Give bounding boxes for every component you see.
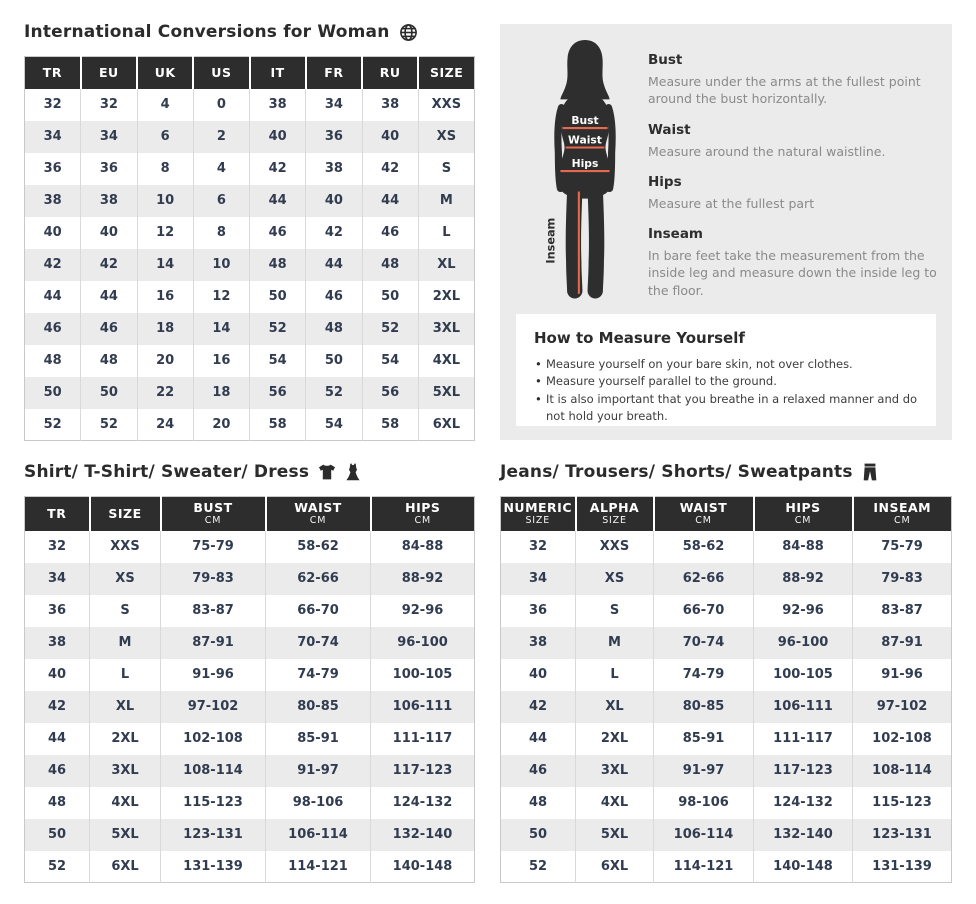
table-cell: 3XL [418, 313, 474, 345]
tops-table [24, 496, 475, 883]
table-cell: 38 [81, 185, 137, 217]
table-cell: 32 [47, 539, 67, 554]
header-row [25, 57, 475, 89]
table-cell: 54 [306, 409, 362, 441]
table-row [501, 563, 952, 595]
bottoms-section [500, 460, 952, 883]
table-cell: 75-79 [853, 531, 952, 563]
table-cell: 38 [25, 185, 81, 217]
table-cell: 3XL [90, 755, 161, 787]
waist-text: Measure around the natural waistline. [648, 143, 886, 159]
table-cell: 44 [362, 185, 418, 217]
table-cell: 50 [25, 819, 90, 851]
table-cell: 48 [528, 795, 548, 810]
table-cell: 5XL [576, 819, 654, 851]
table-cell: 2XL [90, 723, 161, 755]
table-cell: 38 [362, 89, 418, 121]
table-cell: S [418, 153, 474, 185]
table-cell: S [90, 595, 161, 627]
table-cell: 50 [81, 377, 137, 409]
table-cell: 96-100 [754, 627, 853, 659]
table-cell: S [576, 595, 654, 627]
table-cell: 8 [137, 153, 193, 185]
table-cell: 97-102 [853, 691, 952, 723]
table-row [501, 787, 952, 819]
table-row [501, 691, 952, 723]
table-cell: 115-123 [853, 787, 952, 819]
table-cell: 79-83 [853, 563, 952, 595]
table-cell: 91-96 [853, 659, 952, 691]
table-cell: 10 [137, 185, 193, 217]
tops-section [24, 460, 475, 883]
table-cell: 2XL [418, 281, 474, 313]
column-header: WAIST CM [654, 497, 754, 531]
table-cell: 40 [528, 667, 548, 682]
table-cell: 85-91 [266, 723, 371, 755]
table-cell: 40 [81, 217, 137, 249]
table-cell: 50 [362, 281, 418, 313]
table-cell: 42 [501, 691, 576, 723]
table-cell: 117-123 [371, 755, 475, 787]
table-row [25, 819, 475, 851]
globe-icon [399, 23, 418, 42]
table-cell: 50 [250, 281, 306, 313]
table-cell: 34 [25, 563, 90, 595]
table-cell: 52 [250, 313, 306, 345]
table-cell: 100-105 [754, 659, 853, 691]
table-row [25, 249, 475, 281]
table-cell: 18 [193, 377, 249, 409]
table-cell: 36 [47, 603, 67, 618]
table-row [25, 851, 475, 883]
table-cell: 84-88 [371, 531, 475, 563]
table-cell: 80-85 [654, 691, 754, 723]
table-cell: 48 [306, 313, 362, 345]
table-cell: 74-79 [654, 659, 754, 691]
table-cell: 70-74 [266, 627, 371, 659]
measure-tips-list [534, 356, 918, 425]
column-header: INSEAM CM [853, 497, 952, 531]
table-cell: 92-96 [371, 595, 475, 627]
tops-title-text: Shirt/ T-Shirt/ Sweater/ Dress [24, 462, 310, 482]
table-cell: 34 [501, 563, 576, 595]
table-cell: 91-97 [654, 755, 754, 787]
table-cell: 4XL [576, 787, 654, 819]
international-conversions-section [24, 20, 475, 441]
waist-instruction [648, 122, 950, 160]
table-row [25, 153, 475, 185]
table-cell: 46 [362, 217, 418, 249]
table-cell: 98-106 [266, 787, 371, 819]
table-cell: 6XL [418, 409, 474, 441]
table-cell: 132-140 [754, 819, 853, 851]
table-cell: 91-97 [266, 755, 371, 787]
table-cell: 40 [362, 121, 418, 153]
table-cell: 52 [43, 416, 62, 432]
table-cell: 12 [193, 281, 249, 313]
table-cell: 58-62 [654, 531, 754, 563]
table-row [25, 89, 475, 121]
header-row [25, 497, 475, 531]
table-cell: 44 [43, 289, 62, 304]
table-row [501, 755, 952, 787]
table-cell: 75-79 [161, 531, 266, 563]
table-cell: 124-132 [754, 787, 853, 819]
table-cell: 48 [47, 795, 67, 810]
table-cell: 6 [137, 121, 193, 153]
column-header: WAIST CM [266, 497, 371, 531]
measure-tip: • Measure yourself on your bare skin, not over clothes. [534, 356, 918, 373]
table-cell: 111-117 [754, 723, 853, 755]
table-cell: 46 [250, 217, 306, 249]
table-cell: 66-70 [654, 595, 754, 627]
table-cell: 66-70 [266, 595, 371, 627]
measure-guide-panel [500, 24, 952, 440]
figure-waist-label: Waist [568, 133, 602, 147]
table-cell: 34 [306, 89, 362, 121]
table-cell: 16 [193, 345, 249, 377]
bottoms-title-text: Jeans/ Trousers/ Shorts/ Sweatpants [500, 462, 853, 482]
table-cell: 50 [501, 819, 576, 851]
table-row [501, 819, 952, 851]
table-cell: XS [576, 563, 654, 595]
table-row [501, 723, 952, 755]
table-cell: 40 [43, 225, 62, 240]
table-cell: XS [418, 121, 474, 153]
woman-silhouette-figure [526, 38, 644, 300]
table-row [25, 217, 475, 249]
table-cell: 48 [81, 345, 137, 377]
table-cell: M [576, 627, 654, 659]
table-cell: 8 [193, 217, 249, 249]
table-cell: 114-121 [654, 851, 754, 883]
table-cell: 2 [193, 121, 249, 153]
table-cell: 108-114 [853, 755, 952, 787]
hips-heading: Hips [648, 173, 682, 190]
column-header: NUMERIC SIZE [501, 497, 576, 531]
table-cell: 48 [43, 353, 62, 368]
table-cell: 62-66 [654, 563, 754, 595]
table-row [501, 627, 952, 659]
hips-instruction [648, 174, 950, 212]
table-row [25, 531, 475, 563]
table-cell: 5XL [90, 819, 161, 851]
inseam-text: In bare feet take the measurement from the inside leg and measure down the inside leg to the floor. [648, 248, 937, 298]
table-cell: 52 [362, 313, 418, 345]
table-cell: M [90, 627, 161, 659]
table-cell: 4 [193, 153, 249, 185]
table-cell: 124-132 [371, 787, 475, 819]
table-row [501, 531, 952, 563]
table-cell: 44 [306, 249, 362, 281]
table-cell: 70-74 [654, 627, 754, 659]
column-header: FR [306, 57, 362, 89]
column-header: UK [137, 57, 193, 89]
table-cell: 52 [47, 858, 67, 874]
measure-tip: • Measure yourself parallel to the ground. [534, 373, 918, 390]
table-cell: 123-131 [853, 819, 952, 851]
table-cell: 108-114 [161, 755, 266, 787]
inseam-instruction [648, 226, 950, 299]
table-cell: 44 [47, 731, 67, 746]
table-cell: 140-148 [754, 851, 853, 883]
table-cell: 111-117 [371, 723, 475, 755]
header-row [501, 497, 952, 531]
table-cell: 96-100 [371, 627, 475, 659]
table-cell: 12 [137, 217, 193, 249]
table-cell: 40 [250, 121, 306, 153]
table-cell: 36 [306, 121, 362, 153]
table-cell: 54 [362, 345, 418, 377]
table-cell: 48 [362, 249, 418, 281]
table-row [501, 659, 952, 691]
table-cell: 83-87 [853, 595, 952, 627]
table-cell: 2XL [576, 723, 654, 755]
table-cell: XXS [576, 531, 654, 563]
bust-text: Measure under the arms at the fullest point around the bust horizontally. [648, 74, 921, 107]
table-cell: 10 [193, 249, 249, 281]
table-cell: 62-66 [266, 563, 371, 595]
table-cell: 20 [137, 345, 193, 377]
table-cell: 44 [528, 731, 548, 746]
table-cell: 36 [43, 161, 62, 176]
how-to-measure-box [516, 314, 936, 426]
table-cell: 14 [193, 313, 249, 345]
table-cell: XXS [90, 531, 161, 563]
bottoms-table [500, 496, 952, 883]
table-cell: 79-83 [161, 563, 266, 595]
table-row [25, 377, 475, 409]
table-cell: 34 [81, 121, 137, 153]
table-cell: 85-91 [654, 723, 754, 755]
table-cell: 56 [250, 377, 306, 409]
column-header: HIPS CM [754, 497, 853, 531]
table-cell: 34 [25, 121, 81, 153]
table-cell: 131-139 [853, 851, 952, 883]
table-cell: 46 [501, 755, 576, 787]
table-cell: 106-114 [266, 819, 371, 851]
column-header: IT [250, 57, 306, 89]
table-cell: 4XL [90, 787, 161, 819]
table-cell: 18 [137, 313, 193, 345]
table-cell: 36 [81, 153, 137, 185]
table-cell: 3XL [576, 755, 654, 787]
table-cell: 38 [306, 153, 362, 185]
table-cell: 44 [81, 281, 137, 313]
table-cell: 52 [306, 377, 362, 409]
table-cell: XL [576, 691, 654, 723]
table-row [25, 409, 475, 441]
table-cell: 106-111 [371, 691, 475, 723]
table-row [25, 345, 475, 377]
table-row [25, 121, 475, 153]
table-row [501, 595, 952, 627]
table-cell: 84-88 [754, 531, 853, 563]
table-cell: 50 [25, 377, 81, 409]
table-cell: XL [90, 691, 161, 723]
table-cell: 4XL [418, 345, 474, 377]
table-cell: 50 [306, 345, 362, 377]
table-cell: 58-62 [266, 531, 371, 563]
measurement-instructions [648, 52, 950, 313]
international-title-text: International Conversions for Woman [24, 22, 390, 42]
column-header: TR [25, 57, 81, 89]
table-cell: 36 [528, 603, 548, 618]
figure-hips-label: Hips [571, 156, 599, 170]
table-row [25, 659, 475, 691]
table-cell: 87-91 [853, 627, 952, 659]
table-cell: 48 [250, 249, 306, 281]
table-cell: 52 [528, 858, 548, 874]
table-cell: 24 [137, 409, 193, 441]
table-cell: 14 [137, 249, 193, 281]
table-row [25, 185, 475, 217]
table-cell: 40 [306, 185, 362, 217]
table-cell: 22 [137, 377, 193, 409]
table-cell: 117-123 [754, 755, 853, 787]
table-row [25, 313, 475, 345]
table-cell: 32 [43, 97, 62, 112]
table-cell: 106-114 [654, 819, 754, 851]
column-header: ALPHA SIZE [576, 497, 654, 531]
table-cell: 46 [25, 313, 81, 345]
table-cell: 46 [81, 313, 137, 345]
table-cell: 91-96 [161, 659, 266, 691]
dress-icon [345, 463, 361, 481]
bottoms-title [500, 460, 952, 484]
table-cell: 5XL [418, 377, 474, 409]
how-to-measure-title: How to Measure Yourself [534, 329, 745, 347]
international-table [24, 56, 475, 441]
table-cell: 38 [25, 627, 90, 659]
column-header: US [193, 57, 249, 89]
table-cell: 32 [81, 89, 137, 121]
hips-text: Measure at the fullest part [648, 195, 815, 211]
table-cell: L [90, 659, 161, 691]
table-cell: 114-121 [266, 851, 371, 883]
table-cell: 46 [25, 755, 90, 787]
table-cell: 132-140 [371, 819, 475, 851]
table-cell: 40 [47, 667, 67, 682]
table-cell: 92-96 [754, 595, 853, 627]
table-cell: 4 [137, 89, 193, 121]
table-row [25, 595, 475, 627]
table-cell: 56 [362, 377, 418, 409]
table-cell: 102-108 [161, 723, 266, 755]
table-cell: 131-139 [161, 851, 266, 883]
table-cell: XL [418, 249, 474, 281]
measure-tip: • It is also important that you breathe in a relaxed manner and do not hold your breath. [534, 391, 918, 426]
column-header: SIZE [90, 497, 161, 531]
column-header: SIZE [418, 57, 474, 89]
inseam-heading: Inseam [648, 226, 704, 242]
tops-title [24, 460, 475, 484]
column-header: BUST CM [161, 497, 266, 531]
table-cell: 42 [306, 217, 362, 249]
table-cell: 6XL [90, 851, 161, 883]
figure-inseam-label: Inseam [544, 217, 558, 264]
table-cell: M [418, 185, 474, 217]
column-header: RU [362, 57, 418, 89]
table-cell: 54 [250, 345, 306, 377]
column-header: HIPS CM [371, 497, 475, 531]
table-cell: L [418, 217, 474, 249]
table-cell: 42 [25, 249, 81, 281]
table-cell: 38 [250, 89, 306, 121]
table-cell: 38 [501, 627, 576, 659]
table-cell: XXS [418, 89, 474, 121]
table-row [25, 627, 475, 659]
figure-bust-label: Bust [571, 113, 599, 127]
table-cell: 88-92 [754, 563, 853, 595]
table-cell: 98-106 [654, 787, 754, 819]
table-row [25, 691, 475, 723]
table-cell: 42 [25, 691, 90, 723]
table-cell: 52 [81, 409, 137, 441]
table-cell: L [576, 659, 654, 691]
table-cell: 83-87 [161, 595, 266, 627]
table-cell: 6XL [576, 851, 654, 883]
table-cell: 16 [137, 281, 193, 313]
pants-icon [862, 463, 878, 481]
table-cell: 115-123 [161, 787, 266, 819]
table-cell: 88-92 [371, 563, 475, 595]
table-cell: 100-105 [371, 659, 475, 691]
waist-heading: Waist [648, 121, 691, 138]
table-cell: 42 [81, 249, 137, 281]
bust-instruction [648, 52, 950, 108]
table-cell: 6 [193, 185, 249, 217]
table-cell: 42 [362, 153, 418, 185]
table-cell: 102-108 [853, 723, 952, 755]
table-cell: 58 [250, 409, 306, 441]
table-cell: 97-102 [161, 691, 266, 723]
table-cell: 0 [193, 89, 249, 121]
table-cell: 140-148 [371, 851, 475, 883]
table-cell: 44 [250, 185, 306, 217]
table-cell: 123-131 [161, 819, 266, 851]
table-row [25, 563, 475, 595]
table-cell: 74-79 [266, 659, 371, 691]
international-title [24, 20, 475, 44]
table-cell: 80-85 [266, 691, 371, 723]
table-cell: 87-91 [161, 627, 266, 659]
table-cell: 20 [193, 409, 249, 441]
table-row [501, 851, 952, 883]
table-cell: 58 [362, 409, 418, 441]
bust-heading: Bust [648, 52, 683, 68]
table-cell: 106-111 [754, 691, 853, 723]
table-row [25, 787, 475, 819]
table-cell: 42 [250, 153, 306, 185]
table-cell: 46 [306, 281, 362, 313]
table-row [25, 755, 475, 787]
table-cell: 32 [528, 539, 548, 554]
table-row [25, 723, 475, 755]
column-header: EU [81, 57, 137, 89]
tshirt-icon [318, 463, 336, 481]
column-header: TR [25, 497, 90, 531]
table-row [25, 281, 475, 313]
table-cell: XS [90, 563, 161, 595]
